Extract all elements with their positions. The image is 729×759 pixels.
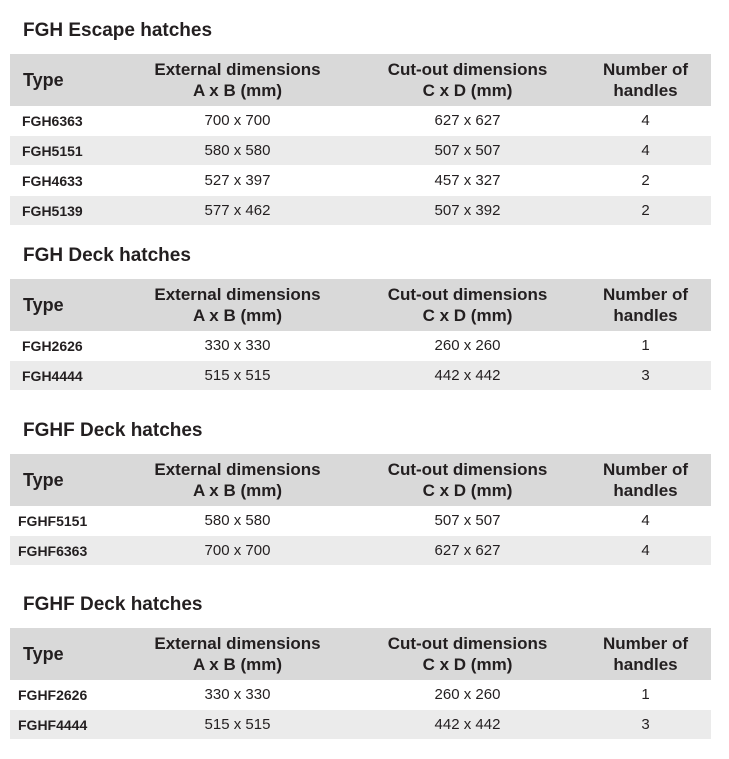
table-row xyxy=(10,361,711,391)
table-row xyxy=(10,331,711,361)
header-row xyxy=(10,454,711,506)
column-header-external-line1: External dimensions xyxy=(154,634,321,653)
column-header-cutout-line1: Cut-out dimensions xyxy=(387,460,548,479)
cell-external: 580 x 580 xyxy=(120,506,355,536)
column-header-handles xyxy=(580,628,711,680)
table-row xyxy=(10,166,711,196)
column-header-external xyxy=(120,628,355,680)
hatch-table xyxy=(10,54,711,226)
table-row xyxy=(10,710,711,740)
section-title: FGH Deck hatches xyxy=(23,245,191,266)
table-row xyxy=(10,196,711,226)
column-header-external-line2: A x B (mm) xyxy=(192,306,283,325)
column-header-cutout xyxy=(355,54,580,106)
cell-type: FGH4633 xyxy=(10,166,120,196)
cell-handles: 1 xyxy=(580,331,711,361)
section-title: FGHF Deck hatches xyxy=(23,594,203,615)
column-header-cutout xyxy=(355,454,580,506)
column-header-external-line1: External dimensions xyxy=(154,60,321,79)
column-header-cutout xyxy=(355,628,580,680)
column-header-handles xyxy=(580,279,711,331)
cell-cutout: 507 x 507 xyxy=(355,506,580,536)
column-header-handles-line1: Number of xyxy=(603,285,688,304)
cell-cutout: 442 x 442 xyxy=(355,361,580,391)
section-title: FGHF Deck hatches xyxy=(23,420,203,441)
column-header-external-line2: A x B (mm) xyxy=(192,81,283,100)
column-header-external-line1: External dimensions xyxy=(154,285,321,304)
column-header-cutout-line1: Cut-out dimensions xyxy=(387,60,548,79)
column-header-type xyxy=(10,454,120,506)
header-row xyxy=(10,628,711,680)
column-header-handles xyxy=(580,54,711,106)
cell-type: FGHF2626 xyxy=(10,680,120,710)
column-header-cutout-line1: Cut-out dimensions xyxy=(387,285,548,304)
cell-external: 577 x 462 xyxy=(120,196,355,226)
table-row xyxy=(10,136,711,166)
cell-handles: 3 xyxy=(580,710,711,740)
hatch-table xyxy=(10,628,711,740)
column-header-handles-line2: handles xyxy=(613,655,678,674)
column-header-cutout-line1: Cut-out dimensions xyxy=(387,634,548,653)
cell-cutout: 507 x 392 xyxy=(355,196,580,226)
cell-type: FGH2626 xyxy=(10,331,120,361)
column-header-handles-line1: Number of xyxy=(603,634,688,653)
cell-cutout: 627 x 627 xyxy=(355,106,580,136)
column-header-handles-line1: Number of xyxy=(603,460,688,479)
table-row xyxy=(10,506,711,536)
column-header-cutout-line2: C x D (mm) xyxy=(422,306,513,325)
cell-type: FGHF6363 xyxy=(10,536,120,566)
table-row xyxy=(10,106,711,136)
cell-external: 515 x 515 xyxy=(120,361,355,391)
cell-handles: 4 xyxy=(580,506,711,536)
column-header-handles-line2: handles xyxy=(613,81,678,100)
header-type-label: Type xyxy=(23,469,64,490)
cell-cutout: 507 x 507 xyxy=(355,136,580,166)
column-header-external xyxy=(120,454,355,506)
cell-external: 700 x 700 xyxy=(120,536,355,566)
column-header-cutout-line2: C x D (mm) xyxy=(422,655,513,674)
cell-cutout: 627 x 627 xyxy=(355,536,580,566)
column-header-external-line1: External dimensions xyxy=(154,460,321,479)
column-header-cutout xyxy=(355,279,580,331)
cell-handles: 2 xyxy=(580,196,711,226)
cell-external: 330 x 330 xyxy=(120,680,355,710)
cell-type: FGHF5151 xyxy=(10,506,120,536)
column-header-cutout-line2: C x D (mm) xyxy=(422,81,513,100)
column-header-handles-line2: handles xyxy=(613,306,678,325)
column-header-external-line2: A x B (mm) xyxy=(192,655,283,674)
cell-handles: 4 xyxy=(580,136,711,166)
column-header-handles xyxy=(580,454,711,506)
cell-cutout: 442 x 442 xyxy=(355,710,580,740)
cell-type: FGH4444 xyxy=(10,361,120,391)
cell-handles: 1 xyxy=(580,680,711,710)
column-header-handles-line2: handles xyxy=(613,481,678,500)
header-row xyxy=(10,279,711,331)
cell-external: 700 x 700 xyxy=(120,106,355,136)
cell-cutout: 260 x 260 xyxy=(355,680,580,710)
cell-cutout: 260 x 260 xyxy=(355,331,580,361)
cell-handles: 4 xyxy=(580,106,711,136)
header-type-label: Type xyxy=(23,643,64,664)
hatch-table xyxy=(10,279,711,391)
cell-external: 527 x 397 xyxy=(120,166,355,196)
column-header-external-line2: A x B (mm) xyxy=(192,481,283,500)
cell-type: FGH6363 xyxy=(10,106,120,136)
table-row xyxy=(10,536,711,566)
cell-external: 330 x 330 xyxy=(120,331,355,361)
cell-external: 580 x 580 xyxy=(120,136,355,166)
column-header-type xyxy=(10,279,120,331)
header-type-label: Type xyxy=(23,69,64,90)
cell-type: FGHF4444 xyxy=(10,710,120,740)
cell-cutout: 457 x 327 xyxy=(355,166,580,196)
header-type-label: Type xyxy=(23,294,64,315)
column-header-type xyxy=(10,628,120,680)
column-header-handles-line1: Number of xyxy=(603,60,688,79)
column-header-external xyxy=(120,279,355,331)
cell-type: FGH5151 xyxy=(10,136,120,166)
cell-external: 515 x 515 xyxy=(120,710,355,740)
table-row xyxy=(10,680,711,710)
cell-handles: 3 xyxy=(580,361,711,391)
cell-handles: 2 xyxy=(580,166,711,196)
column-header-external xyxy=(120,54,355,106)
cell-type: FGH5139 xyxy=(10,196,120,226)
column-header-type xyxy=(10,54,120,106)
cell-handles: 4 xyxy=(580,536,711,566)
header-row xyxy=(10,54,711,106)
hatch-table xyxy=(10,454,711,566)
section-title: FGH Escape hatches xyxy=(23,20,213,41)
column-header-cutout-line2: C x D (mm) xyxy=(422,481,513,500)
